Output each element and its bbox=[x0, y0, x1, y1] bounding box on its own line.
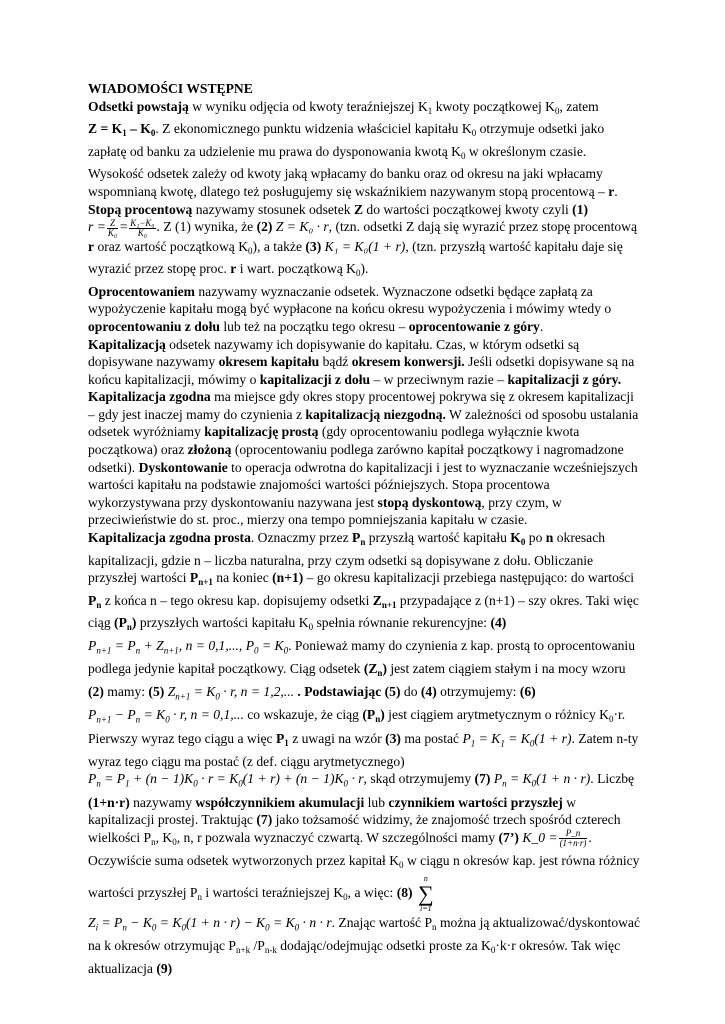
text: co wskazuje, że ciąg bbox=[243, 707, 363, 723]
text: . Ponieważ mamy do czynienia z kap. prostą to oprocentowaniu podlega jedynie kapitał początkowy. Ciąg odsetek bbox=[88, 638, 636, 677]
term: Dyskontowanie bbox=[138, 459, 228, 475]
subscript: 0 bbox=[308, 622, 314, 633]
symbol-z: Z bbox=[353, 201, 364, 217]
subscript: 1 bbox=[284, 737, 289, 748]
sum-upper-limit: n bbox=[423, 874, 428, 884]
equation-label: (7’) bbox=[498, 829, 519, 845]
symbol: (7) bbox=[256, 812, 273, 828]
text: bądź bbox=[319, 354, 352, 370]
equation-pn: $P_n = P_1 + (n - 1)K_0 \cdot r = K_0(1 + r) + (n - 1)K_0 \cdot r$ bbox=[88, 771, 364, 790]
equation-1 bbox=[88, 217, 157, 238]
text: otrzymujemy: bbox=[436, 683, 520, 699]
sum-lower-limit: i=1 bbox=[420, 904, 432, 914]
equation-p1: $P_1 = K_1 = K_0(1 + r)$ bbox=[462, 730, 572, 749]
subscript: 0 bbox=[471, 128, 477, 139]
text: , przy czym, w przeciwieństwie do st. proc., mierzy ona tempo pomniejszania kapitału w czasie. bbox=[88, 494, 562, 528]
fraction bbox=[107, 219, 118, 238]
subscript: 1 bbox=[427, 105, 433, 116]
equation-4: $P_{n+1} = P_n + Z_{n+1}$, n = 0,1,..., $P_0 = K_0$ bbox=[88, 638, 289, 656]
text: do wartości początkowej kwoty czyli bbox=[363, 201, 573, 217]
text: spełnia równanie rekurencyjne: bbox=[313, 615, 491, 631]
denominator: K₀ bbox=[107, 227, 118, 238]
symbol: ) bbox=[380, 707, 385, 723]
text: , a więc: bbox=[347, 885, 397, 901]
eq-text: r = bbox=[88, 219, 106, 235]
text: . Liczbę bbox=[590, 771, 635, 787]
text: ma postać bbox=[400, 730, 463, 746]
symbol: ) bbox=[382, 661, 387, 677]
text: przypadające z (n+1) – szy okres. Taki więc ciąg bbox=[88, 592, 639, 631]
term: oprocentowanie z góry bbox=[408, 318, 540, 334]
fraction bbox=[129, 219, 155, 238]
symbol-r: r bbox=[608, 183, 615, 199]
text: z końca n – tego okresu kap. dopisujemy odsetki bbox=[101, 592, 373, 608]
text: w określonym czasie. Wysokość odsetek zależy od kwoty jaką wpłacamy do banku oraz od okresu na jaki wpłacamy wspomnianą kwotę, dlatego też posługujemy się wskaźnikiem nazywanym stopą procentową – bbox=[88, 143, 609, 199]
section-heading: WIADOMOŚCI WSTĘPNE bbox=[88, 81, 253, 96]
text: odsetek nazywamy ich dopisywanie do kapitału. Czas, w którym odsetki są dopisywane nazywamy bbox=[88, 336, 580, 370]
subscript: n+1 bbox=[198, 577, 213, 588]
text: mamy: bbox=[103, 683, 149, 699]
text: jest zatem ciągiem stałym i na mocy wzoru bbox=[386, 661, 626, 677]
eq-text: K_0 = bbox=[522, 829, 558, 845]
subscript: n bbox=[360, 537, 366, 548]
equation-5: $Z_{n+1} = K_0 \cdot r$, n = 1,2,... bbox=[167, 683, 295, 702]
subscript: n-k bbox=[264, 945, 277, 956]
text: po bbox=[525, 530, 546, 546]
equation-label: (7) bbox=[474, 771, 491, 787]
equation-7: $P_n = K_0(1 + n \cdot r)$ bbox=[493, 771, 591, 790]
symbol: P bbox=[189, 570, 199, 586]
subscript: 0 bbox=[520, 537, 526, 548]
equation-label: (6) bbox=[519, 683, 536, 699]
text: w ciągu n okresów kap. jest równa różnicy wartości przyszłej P bbox=[88, 852, 640, 901]
term: okresem konwersji. bbox=[351, 354, 465, 370]
symbol: (P bbox=[362, 707, 376, 723]
symbol: (2) bbox=[88, 683, 104, 699]
text: . Oznaczmy przez bbox=[250, 530, 353, 546]
text: otrzymuje odsetki jako zapłatę od banku za udzielenie mu prawa do dysponowania kwotą K bbox=[88, 121, 605, 159]
text: , (tzn. przyszłą wartość kapitału daje się wyrazić przez stopę proc. bbox=[88, 238, 623, 277]
text: . Z ekonomicznego punktu widzenia właściciel kapitału K bbox=[155, 121, 472, 137]
subscript: 0 bbox=[343, 892, 348, 903]
symbol: Z bbox=[372, 592, 382, 608]
subscript: 0 bbox=[399, 859, 404, 870]
paragraph-odsetki bbox=[88, 98, 644, 283]
numerator: P_n bbox=[559, 829, 588, 839]
text: dodając/odejmując odsetki proste za K bbox=[276, 938, 491, 954]
numerator: Z bbox=[107, 219, 118, 229]
symbol: P bbox=[88, 592, 97, 608]
term: współczynnikiem akumulacji bbox=[195, 794, 365, 810]
text: można ją aktualizować/dyskontować na k okresów otrzymując P bbox=[88, 915, 641, 954]
equation-2: Z = K₀ · r bbox=[275, 219, 329, 235]
symbol: (1+n·r) bbox=[88, 794, 130, 810]
text: . Znając wartość P bbox=[331, 915, 433, 931]
text: kwoty początkowej K bbox=[432, 98, 555, 114]
text: jako tożsamość widzimy, że znajomość trzech spośród czterech wielkości P bbox=[88, 812, 621, 845]
text: lub bbox=[364, 794, 389, 810]
subscript: 0 bbox=[555, 105, 560, 116]
subscript: n bbox=[197, 892, 202, 903]
symbol: (P bbox=[114, 615, 127, 631]
subscript: n bbox=[96, 599, 102, 610]
text: i wart. początkową K bbox=[236, 261, 356, 277]
subscript: n bbox=[432, 922, 437, 933]
term: oprocentowaniu z dołu bbox=[88, 318, 220, 334]
term: kapitalizację prostą bbox=[204, 424, 319, 440]
equation-6: $P_{n+1} - P_n = K_0 \cdot r$, n = 0,1,... bbox=[88, 707, 244, 725]
denominator: (1+n·r) bbox=[559, 838, 587, 849]
document-page bbox=[88, 80, 644, 978]
text: , n, r pozwala wyznaczyć czwartą. W szczególności mamy bbox=[176, 829, 499, 845]
text: w wyniku odjęcia od kwoty teraźniejszej K bbox=[188, 98, 428, 114]
text: do bbox=[400, 683, 421, 699]
denominator: K₀ bbox=[137, 227, 147, 238]
subscript: n bbox=[126, 622, 132, 633]
equation-3: K₁ = K₀(1 + r) bbox=[324, 238, 406, 254]
equation-label: (3) bbox=[305, 238, 322, 254]
fraction bbox=[559, 829, 588, 848]
equation-label: (9) bbox=[156, 961, 173, 977]
text: . bbox=[539, 318, 544, 334]
term: złożoną bbox=[187, 442, 232, 458]
symbol-r: r bbox=[88, 238, 95, 254]
text: , zatem bbox=[559, 98, 599, 114]
text: W zależności od sposobu ustalania odsetek wyróżniamy bbox=[88, 406, 639, 440]
text: . Podstawiając bbox=[294, 683, 385, 699]
text: – go okresu kapitalizacji przebiega następująco: do wartości bbox=[303, 570, 634, 586]
text: przyszłą wartość kapitału bbox=[365, 530, 511, 546]
text: przyszłych wartości kapitału K bbox=[136, 615, 309, 631]
text: lub też na początku tego okresu – bbox=[219, 318, 409, 334]
term: Kapitalizacja zgodna prosta bbox=[88, 530, 251, 546]
text: w kapitalizacji prostej. Traktując bbox=[88, 794, 577, 828]
subscript: n bbox=[151, 836, 156, 847]
subscript: 0 bbox=[248, 245, 253, 256]
formula-z: – K bbox=[126, 121, 151, 137]
term: Oprocentowaniem bbox=[88, 283, 195, 299]
text: oraz wartość początkową K bbox=[94, 238, 249, 254]
equation-label: (5) bbox=[148, 683, 165, 699]
term-odsetki: Odsetki powstają bbox=[88, 98, 189, 114]
text: , skąd otrzymujemy bbox=[363, 771, 475, 787]
text: . Oczywiście suma odsetek wytworzonych przez kapitał K bbox=[88, 829, 592, 868]
symbol: (5) bbox=[384, 683, 401, 699]
symbol: (Z bbox=[363, 661, 378, 677]
subscript: n bbox=[377, 668, 383, 679]
equation-label: (4) bbox=[490, 615, 507, 631]
subscript: n+1 bbox=[381, 599, 397, 610]
text: na koniec bbox=[212, 570, 273, 586]
term: kapitalizacji z góry. bbox=[507, 371, 622, 387]
summation bbox=[418, 874, 434, 914]
paragraph-kapitalizacja bbox=[88, 336, 644, 530]
text: . bbox=[614, 183, 618, 199]
subscript: 0 bbox=[608, 714, 614, 725]
text: okresach kapitalizacji, gdzie n – liczba naturalna, przy czym odsetki są dopisywane z dołu. Obliczanie przyszłej wartości bbox=[88, 530, 606, 586]
subscript: n+k bbox=[236, 945, 251, 956]
term: okresem kapitału bbox=[218, 354, 320, 370]
subscript: n bbox=[375, 714, 381, 725]
eq-text: = bbox=[119, 219, 129, 235]
equation-8: $Z_i = P_n - K_0 = K_0(1 + n \cdot r) - K_0 = K_0 \cdot n \cdot r$ bbox=[88, 915, 332, 933]
symbol: n bbox=[545, 530, 554, 546]
text: ·r. Pierwszy wyraz tego ciągu a więc bbox=[88, 707, 626, 746]
text: (oprocentowaniu podlega zarówno kapitał początkowy i nagromadzone odsetki). bbox=[88, 442, 624, 475]
equation-label: (2) bbox=[256, 219, 273, 235]
sigma-symbol: ∑ bbox=[418, 881, 434, 907]
subscript: 0 bbox=[356, 268, 361, 279]
text: . Zatem n-ty wyraz tego ciągu ma postać (z def. ciągu arytmetycznego) bbox=[88, 730, 639, 769]
text: i wartości teraźniejszej K bbox=[201, 885, 344, 901]
text: nazywamy stosunek odsetek bbox=[192, 201, 354, 217]
symbol: K bbox=[510, 530, 521, 546]
subscript: 0 bbox=[172, 836, 177, 847]
symbol: ) bbox=[131, 615, 137, 631]
symbol: (4) bbox=[420, 683, 437, 699]
text: jest ciągiem arytmetycznym o różnicy K bbox=[384, 707, 609, 723]
subscript: 0 bbox=[490, 945, 496, 956]
symbol: (3) bbox=[385, 730, 401, 746]
text: nazywamy wyznaczanie odsetek. Wyznaczone odsetki będące zapłatą za wypożyczenie kapitału mogą być wypłacone na końcu okresu wypożyczenia i mówimy wtedy o bbox=[88, 283, 612, 317]
subscript: 1 bbox=[122, 128, 127, 139]
symbol: P bbox=[275, 730, 285, 746]
numerator: K₁−K₀ bbox=[130, 217, 155, 228]
formula-z: Z = K bbox=[88, 121, 123, 137]
equation-label: (8) bbox=[396, 885, 413, 901]
paragraph-kapitalizacja-prosta bbox=[88, 529, 644, 978]
term: stopą dyskontową bbox=[377, 494, 482, 510]
term: czynnikiem wartości przyszłej bbox=[388, 794, 563, 810]
term: kapitalizacji z dołu bbox=[259, 371, 371, 387]
text: , K bbox=[155, 829, 173, 845]
text: (gdy oprocentowaniu podlega wyłącznie kwota początkowa) oraz bbox=[88, 424, 580, 458]
text: Jeśli odsetki dopisywane są na końcu kapitalizacji, mówimy o bbox=[88, 354, 635, 387]
equation-7-prime bbox=[522, 828, 588, 849]
term: Kapitalizacją bbox=[88, 336, 166, 352]
term-stopa-procentowa: Stopą procentową bbox=[88, 201, 193, 217]
paragraph-oprocentowanie bbox=[88, 283, 644, 336]
text: nazywamy bbox=[129, 794, 196, 810]
equation-label: (1) bbox=[572, 201, 589, 217]
term: Kapitalizacja zgodna bbox=[88, 389, 211, 405]
text: ). bbox=[360, 261, 369, 277]
text: – w przeciwnym razie – bbox=[370, 371, 508, 387]
text: /P bbox=[250, 938, 265, 954]
subscript: 0 bbox=[150, 128, 156, 139]
text: , (tzn. odsetki Z dają się wyrazić przez stopę procentową bbox=[328, 219, 638, 235]
symbol: (n+1) bbox=[272, 570, 304, 586]
text: to operacja odwrotna do kapitalizacji i jest to wyznaczanie wcześniejszych wartości kapitału na podstawie znajomości wartości późniejszych. Stopa procentowa wykorzystywana przy dyskontowaniu nazywana jest bbox=[88, 459, 638, 510]
text: . Z (1) wynika, że bbox=[156, 219, 257, 235]
symbol-r: r bbox=[230, 261, 237, 277]
text: z uwagi na wzór bbox=[288, 730, 386, 746]
text: ), a także bbox=[252, 238, 306, 254]
symbol: P bbox=[352, 530, 361, 546]
subscript: 0 bbox=[460, 150, 466, 161]
term: kapitalizacją niezgodną. bbox=[305, 406, 446, 422]
text: ma miejsce gdy okres stopy procentowej pokrywa się z okresem kapitalizacji – gdy jest inaczej mamy do czynienia z bbox=[88, 389, 634, 422]
text: ·k·r okresów. Tak więc aktualizacja bbox=[88, 938, 621, 977]
